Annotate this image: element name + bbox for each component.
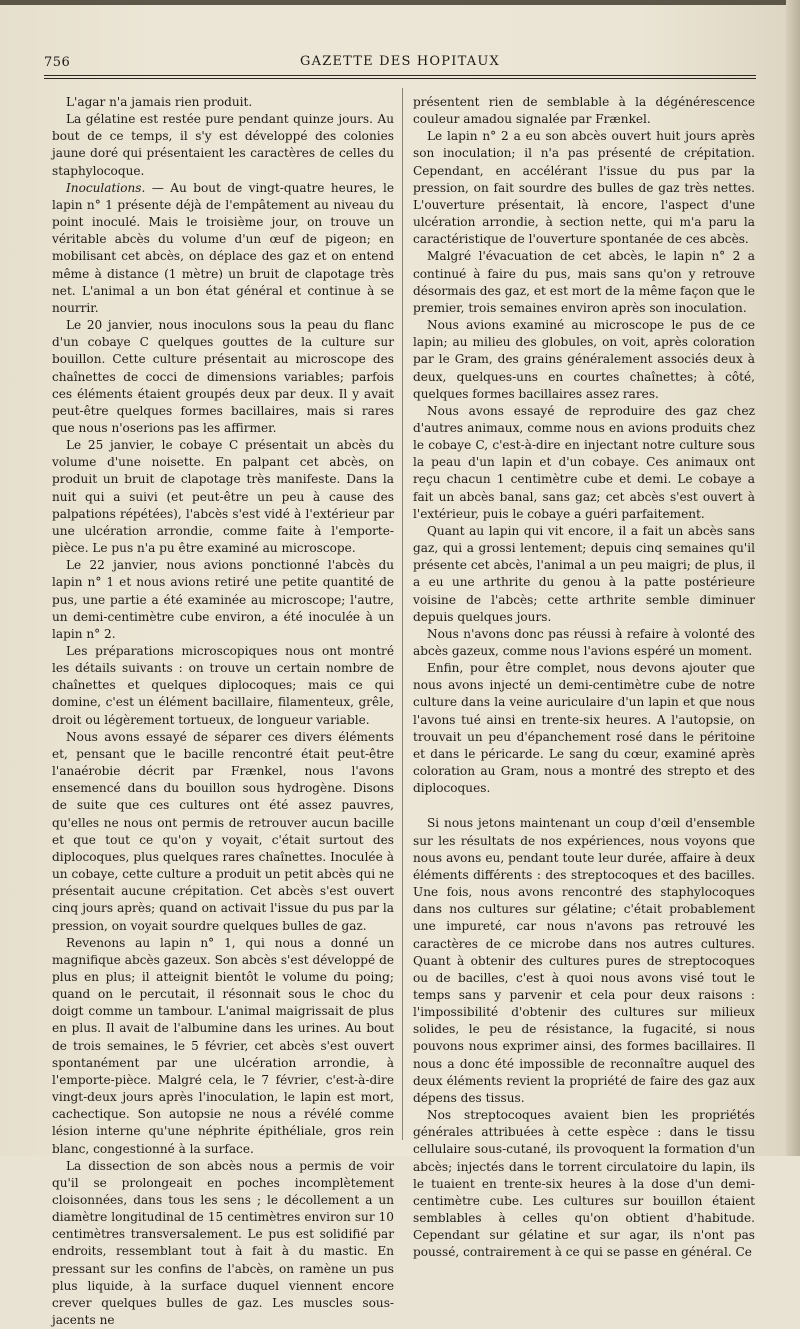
paragraph	[413, 1107, 755, 1261]
paragraph-text: Nous avons essayé de séparer ces divers éléments et, pensant que le bacille rencontré était peut-être l'anaérobie décrit par Frænkel, nous l'avons ensemencé dans du bouillon sous hydrogène. Disons de suite que ces cultures ont été assez pauvres, qu'elles ne nous ont permis de retrouver aucun bacille et que tout ce qu'on y voyait, c'était surtout des diplocoques, plus quelques rares chaînettes. Inoculée à un cobaye, cette culture a produit un petit abcès qui ne présentait aucune crépitation. Cet abcès s'est ouvert cinq jours après; quand on activait l'issue du pus par la pression, on voyait sourdre quelques bulles de gaz.	[52, 729, 394, 933]
paragraph-text: La dissection de son abcès nous a permis de voir qu'il se prolongeait en poches incomplètement cloisonnées, dans tous les sens ; le décollement a un diamètre longitudinal de 15 centimètres environ sur 10 centimètres transversalement. Le pus est solidifié par endroits, ressemblant tout à fait à du mastic. En pressant sur les confins de l'abcès, on ramène un pus plus liquide, à la surface duquel viennent encore crever quelques bulles de gaz. Les muscles sous-jacents ne	[52, 1158, 394, 1328]
paragraph-text: Nous n'avons donc pas réussi à refaire à volonté des abcès gazeux, comme nous l'avions espéré un moment.	[413, 626, 755, 658]
paragraph	[52, 437, 394, 557]
paragraph	[413, 128, 755, 248]
header-rule	[44, 75, 756, 76]
top-border	[0, 0, 800, 5]
paragraph	[52, 557, 394, 643]
paragraph	[413, 523, 755, 626]
left-column	[52, 94, 394, 1328]
running-title: GAZETTE DES HOPITAUX	[300, 54, 500, 69]
paragraph	[52, 729, 394, 935]
paragraph	[52, 317, 394, 437]
paragraph-text: Nous avions examiné au microscope le pus de ce lapin; au milieu des globules, on voit, après coloration par le Gram, des grains généralement associés deux à deux, quelques-uns en courtes chaînettes; à côté, quelques formes bacillaires assez rares.	[413, 318, 755, 401]
header-rule-thin	[44, 78, 756, 79]
paragraph	[52, 643, 394, 729]
paragraph-text: Le 22 janvier, nous avions ponctionné l'abcès du lapin n° 1 et nous avions retiré une petite quantité de pus, une partie a été examinée au microscope; l'autre, un demi-centimètre cube environ, a été inoculée à un lapin n° 2.	[52, 558, 394, 641]
paragraph	[52, 1158, 394, 1329]
paragraph-lead: Inoculations.	[66, 180, 146, 195]
paragraph	[413, 317, 755, 403]
paragraph-text: Malgré l'évacuation de cet abcès, le lapin n° 2 a continué à faire du pus, mais sans qu'on y retrouve désormais des gaz, et est mort de la même façon que le premier, trois semaines environ après son inoculation.	[413, 249, 755, 315]
paragraph-text: Revenons au lapin n° 1, qui nous a donné un magnifique abcès gazeux. Son abcès s'est développé de plus en plus; il atteignit bientôt le volume du poing; quand on le percutait, il résonnait sous le choc du doigt comme un tambour. L'animal maigrissait de plus en plus. Il avait de l'albumine dans les urines. Au bout de trois semaines, le 5 février, cet abcès s'est ouvert spontanément par une ulcération arrondie, à l'emporte-pièce. Malgré cela, le 7 février, c'est-à-dire vingt-deux jours après l'inoculation, le lapin est mort, cachectique. Son autopsie ne nous a révélé comme lésion interne qu'une néphrite épithéliale, gros rein blanc, congestionné à la surface.	[52, 935, 394, 1156]
paragraph-text: présentent rien de semblable à la dégénérescence couleur amadou signalée par Frænkel.	[413, 95, 755, 127]
page-edge-shadow	[786, 0, 800, 1156]
paragraph-text: Quant au lapin qui vit encore, il a fait un abcès sans gaz, qui a grossi lentement; depuis cinq semaines qu'il présente cet abcès, l'animal a un peu maigri; de plus, il a eu une arthrite du genou à la patte postérieure voisine de l'abcès; cette arthrite semble diminuer depuis quelques jours.	[413, 523, 755, 624]
paragraph	[52, 111, 394, 180]
right-column	[413, 94, 755, 1260]
paragraph	[413, 815, 755, 1107]
paragraph-text: — Au bout de vingt-quatre heures, le lapin n° 1 présente déjà de l'empâtement au niveau du point inoculé. Mais le troisième jour, on trouve un véritable abcès du volume d'un œuf de pigeon; en mobilisant cet abcès, on déplace des gaz et on entend même à distance (1 mètre) un bruit de clapotage très net. L'animal a un bon état général et continue à se nourrir.	[52, 180, 394, 315]
paragraph-text: Le lapin n° 2 a eu son abcès ouvert huit jours après son inoculation; il n'a pas présenté de crépitation. Cependant, en accélérant l'issue du pus par la pression, on fait sourdre des bulles de gaz très nettes. L'ouverture présentait, là encore, l'aspect d'une ulcération arrondie, à section nette, qui m'a paru la caractéristique de l'ouverture spontanée de ces abcès.	[413, 129, 755, 247]
paragraph-text: Les préparations microscopiques nous ont montré les détails suivants : on trouve un certain nombre de chaînettes et quelques diplocoques; mais ce qui domine, c'est un élément bacillaire, filamenteux, grêle, droit ou légèrement tortueux, de longueur variable.	[52, 644, 394, 727]
paragraph-text: La gélatine est restée pure pendant quinze jours. Au bout de ce temps, il s'y est développé des colonies jaune doré qui présentaient les caractères de celles du staphylocoque.	[52, 112, 394, 178]
paragraph-text: L'agar n'a jamais rien produit.	[66, 95, 253, 109]
paragraph-text: Si nous jetons maintenant un coup d'œil d'ensemble sur les résultats de nos expériences, nous voyons que nous avons eu, pendant toute leur durée, affaire à deux éléments différents : des streptocoques et des bacilles. Une fois, nous avons rencontré des staphylocoques dans nos cultures sur gélatine; c'était probablement une impureté, car nous n'avons pas retrouvé les caractères de ce microbe dans nos autres cultures. Quant à obtenir des cultures pures de streptocoques ou de bacilles, c'est à quoi nous avons visé tout le temps sans y parvenir et cela pour deux raisons : l'impossibilité d'obtenir des cultures sur milieux solides, le peu de résistance, la fugacité, si nous pouvons nous exprimer ainsi, des formes bacillaires. Il nous a donc été impossible de reconnaître auquel des deux éléments revient la propriété de faire des gaz aux dépens des tissus.	[413, 816, 755, 1105]
page-number: 756	[44, 55, 71, 70]
paragraph	[413, 94, 755, 128]
paragraph	[52, 935, 394, 1158]
paragraph	[413, 248, 755, 317]
paragraph-text: Le 25 janvier, le cobaye C présentait un abcès du volume d'une noisette. En palpant cet abcès, on produit un bruit de clapotage très manifeste. Dans la nuit qui a suivi (et peut-être un peu à cause des palpations répétées), l'abcès s'est vidé à l'extérieur par une ulcération arrondie, comme faite à l'emporte-pièce. Le pus n'a pu être examiné au microscope.	[52, 438, 394, 556]
page-header	[44, 50, 756, 72]
paragraph-text: Nos streptocoques avaient bien les propriétés générales attribuées à cette espèce : dans le tissu cellulaire sous-cutané, ils provoquent la formation d'un abcès; injectés dans le torrent circulatoire du lapin, ils le tuaient en trente-six heures à la dose d'un demi-centimètre cube. Les cultures sur bouillon étaient semblables à celles qu'on obtient d'habitude. Cependant sur gélatine et sur agar, ils n'ont pas poussé, contrairement à ce qui se passe en général. Ce	[413, 1108, 755, 1260]
paragraph	[413, 626, 755, 660]
paragraph	[52, 94, 394, 111]
paragraph	[52, 180, 394, 317]
paragraph	[413, 403, 755, 523]
paragraph-text: Nous avons essayé de reproduire des gaz chez d'autres animaux, comme nous en avions produits chez le cobaye C, c'est-à-dire en injectant notre culture sous la peau d'un lapin et d'un cobaye. Ces animaux ont reçu chacun 1 centimètre cube et demi. Le cobaye a fait un abcès banal, sans gaz; cet abcès s'est ouvert à l'extérieur, puis le cobaye a guéri parfaitement.	[413, 403, 755, 521]
column-divider	[402, 88, 403, 1140]
paragraph-text: Enfin, pour être complet, nous devons ajouter que nous avons injecté un demi-centimètre cube de notre culture dans la veine auriculaire d'un lapin et que nous l'avons tué ainsi en trente-six heures. A l'autopsie, on trouvait un peu d'épanchement rosé dans le péritoine et dans le péricarde. Le sang du cœur, examiné après coloration au Gram, nous a montré des strepto et des diplocoques.	[413, 661, 755, 796]
paragraph-text: Le 20 janvier, nous inoculons sous la peau du flanc d'un cobaye C quelques gouttes de la culture sur bouillon. Cette culture présentait au microscope des chaînettes de cocci de dimensions variables; parfois ces éléments étaient groupés deux par deux. Il y avait peut-être quelques formes bacillaires, mais si rares que nous n'oserions pas les affirmer.	[52, 318, 394, 435]
paragraph	[413, 660, 755, 797]
